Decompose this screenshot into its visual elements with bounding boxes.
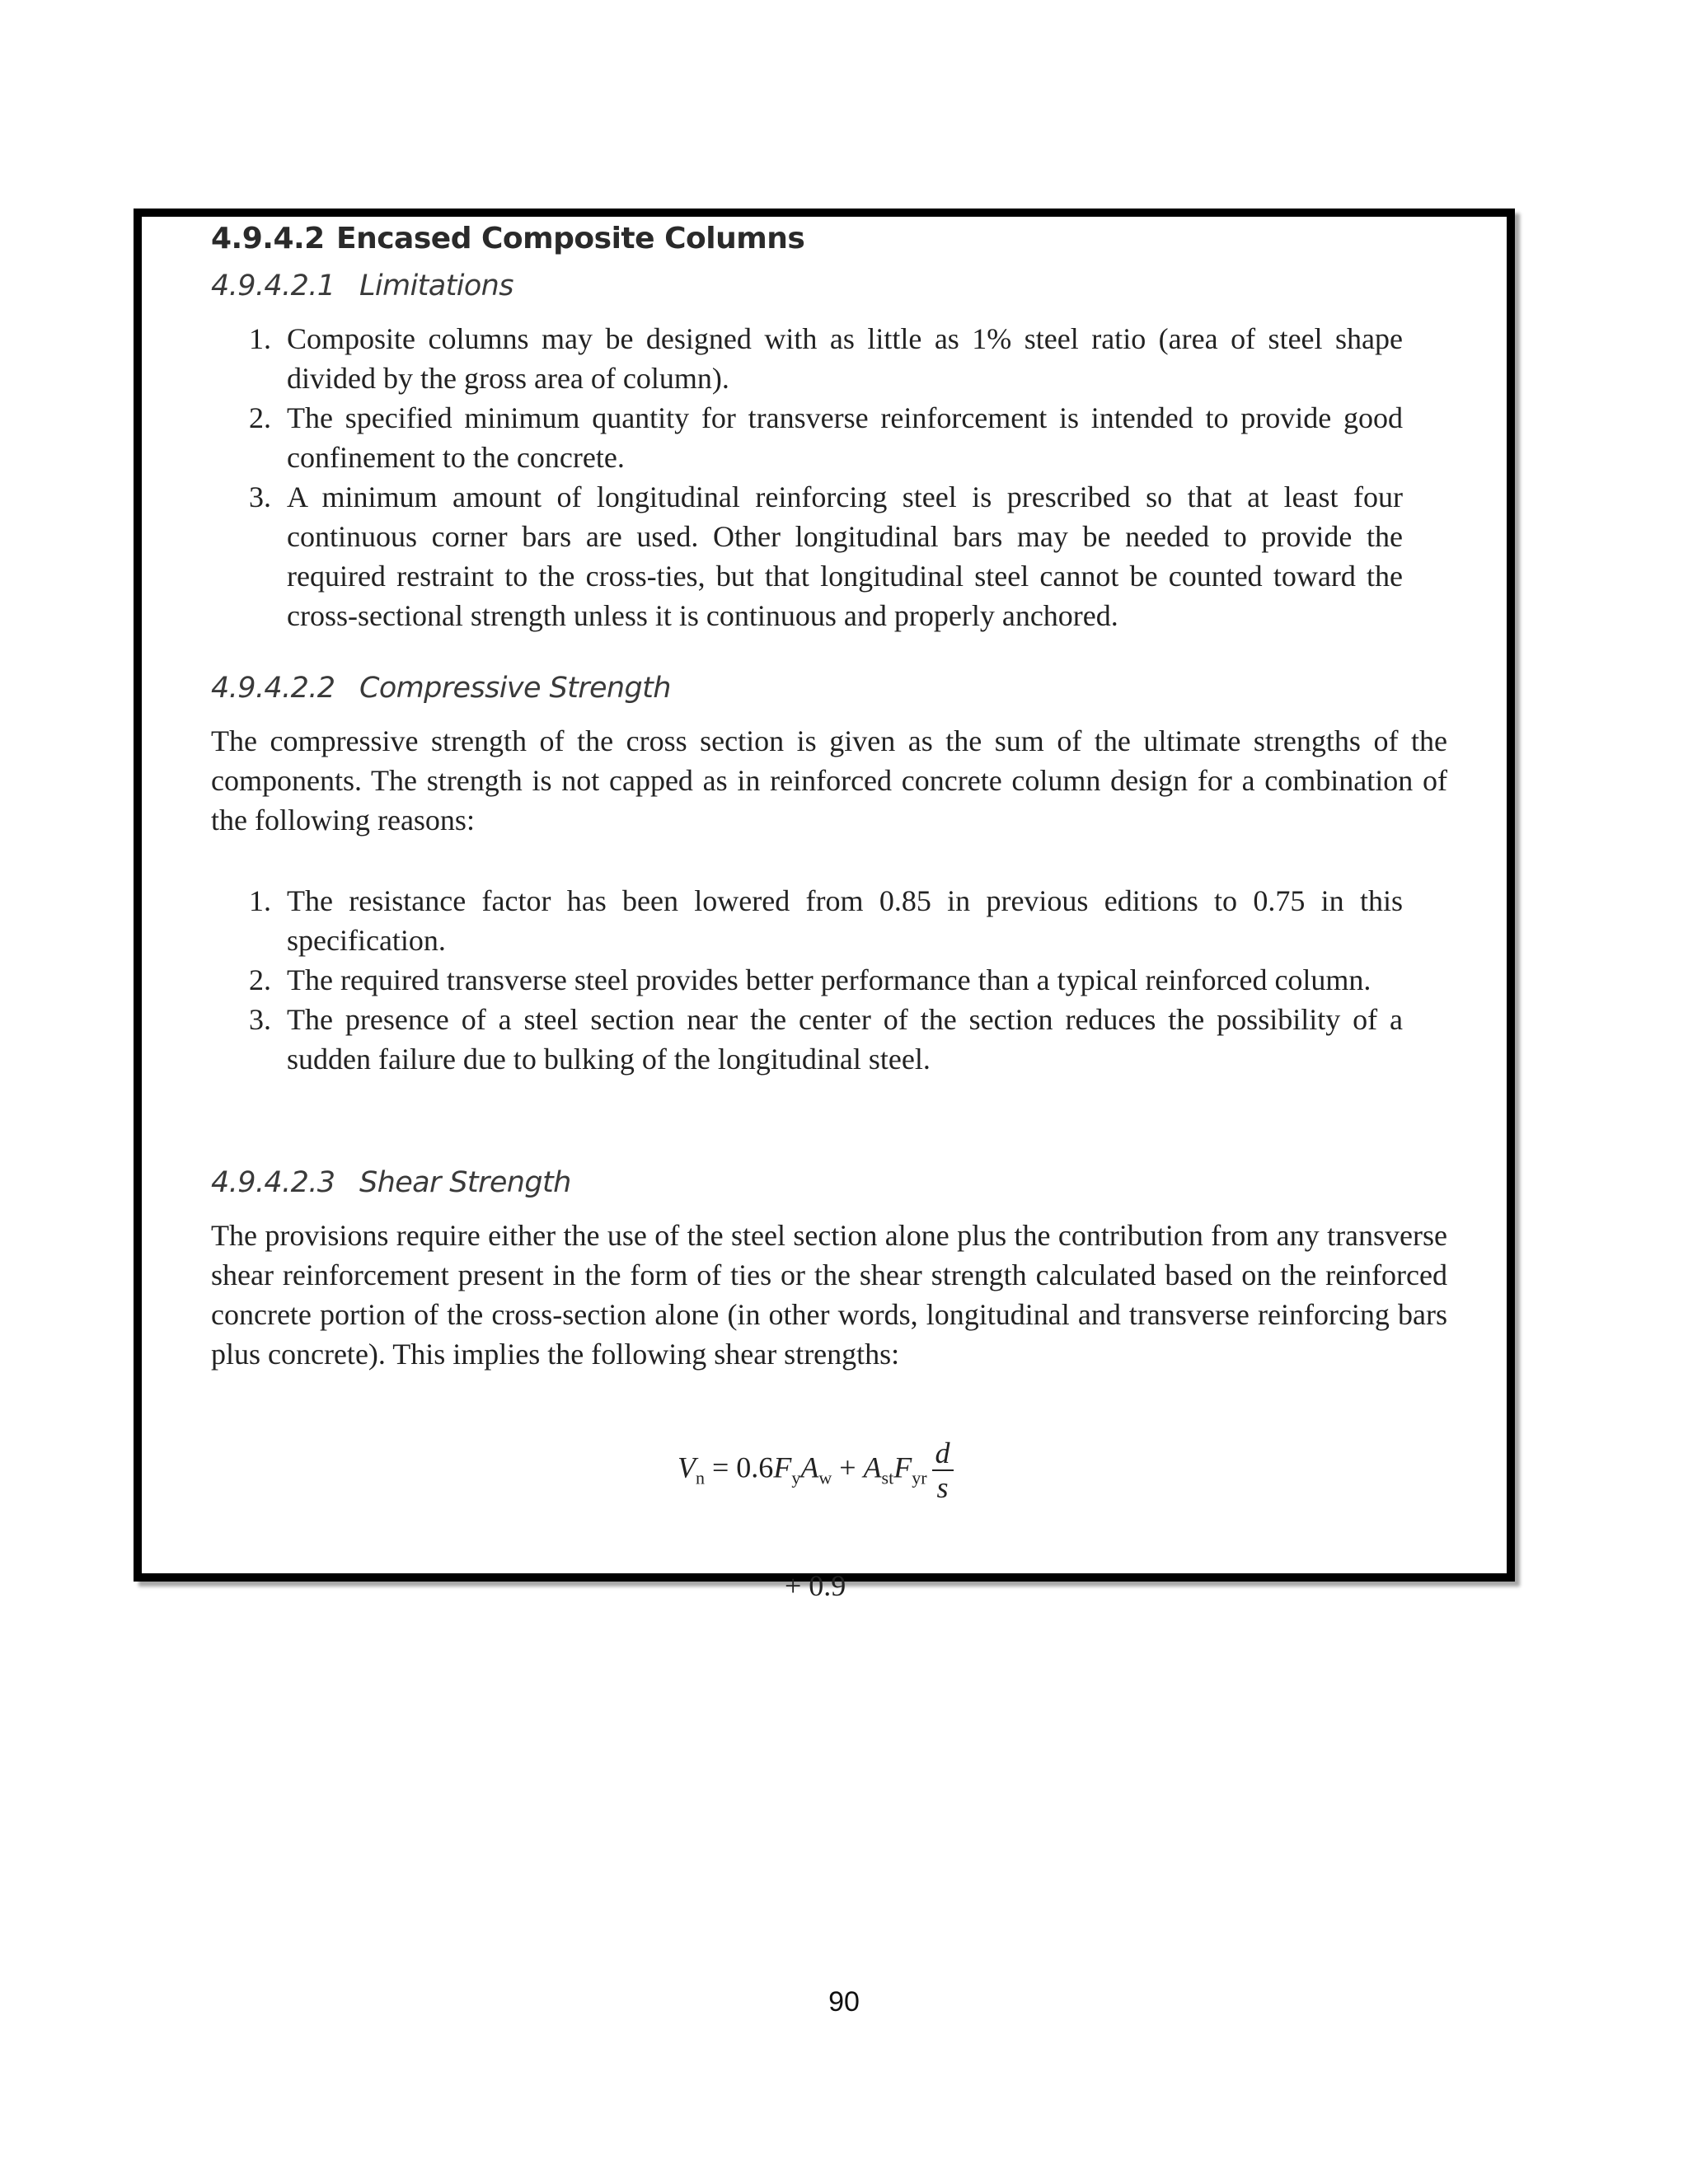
- limitations-title: Limitations: [359, 269, 513, 302]
- limitations-list: [249, 319, 1403, 635]
- compressive-number: 4.9.4.2.2: [211, 672, 335, 705]
- shear-heading: [211, 1166, 571, 1199]
- list-item: 1. Composite columns may be designed with as little as 1% steel ratio (area of steel shape divided by the gross area of column).: [249, 322, 1403, 395]
- equation-fraction: $\frac{d}{s}$: [932, 1436, 954, 1504]
- section-number: 4.9.4.2: [211, 222, 325, 255]
- section-heading: [211, 222, 804, 255]
- section-title: Encased Composite Columns: [336, 222, 805, 255]
- list-item: 2. The specified minimum quantity for transverse reinforcement is intended to provide good confinement to the concrete.: [249, 401, 1403, 474]
- shear-number: 4.9.4.2.3: [211, 1166, 335, 1199]
- list-item-text: The specified minimum quantity for transverse reinforcement is intended to provide good confinement to the concrete.: [287, 401, 1403, 474]
- list-item-text: Composite columns may be designed with as little as 1% steel ratio (area of steel shape divided by the gross area of column).: [287, 322, 1403, 395]
- list-item: 3. A minimum amount of longitudinal reinforcing steel is prescribed so that at least four continuous corner bars are used. Other longitudinal bars may be needed to provide the required restraint to the cross-ties, but that longitudinal steel cannot be counted toward the cross-sectional strength unless it is continuous and properly anchored.: [249, 480, 1403, 632]
- cutoff-equation-fragment: + 0.9: [785, 1569, 846, 1602]
- shear-title: Shear Strength: [359, 1166, 571, 1199]
- list-item: 3. The presence of a steel section near the center of the section reduces the possibility of a sudden failure due to bulking of the longitudinal steel.: [249, 1003, 1403, 1076]
- compressive-heading: [211, 672, 671, 705]
- list-item: 2. The required transverse steel provides better performance than a typical reinforced column.: [249, 963, 1372, 996]
- compressive-list: [249, 881, 1403, 1079]
- compressive-paragraph: The compressive strength of the cross section is given as the sum of the ultimate strengths of the components. The strength is not capped as in reinforced concrete column design for a combination of the following reasons:: [211, 724, 1447, 837]
- compressive-title: Compressive Strength: [359, 672, 671, 705]
- list-item-text: The presence of a steel section near the center of the section reduces the possibility of a sudden failure due to bulking of the longitudinal steel.: [287, 1003, 1403, 1076]
- document-excerpt-frame: [134, 209, 1515, 1602]
- list-item-text: The required transverse steel provides better performance than a typical reinforced column.: [287, 963, 1372, 996]
- shear-equation: $V_n = 0.6F_yA_w + A_{st}F_{yr}$ $\frac{d}{s}$: [678, 1436, 954, 1504]
- limitations-heading: [211, 269, 513, 302]
- list-item-text: The resistance factor has been lowered from 0.85 in previous editions to 0.75 in this specification.: [287, 884, 1403, 957]
- limitations-number: 4.9.4.2.1: [211, 269, 335, 302]
- page-number: 90: [828, 1986, 860, 2018]
- list-item-text: A minimum amount of longitudinal reinforcing steel is prescribed so that at least four continuous corner bars are used. Other longitudinal bars may be needed to provide the required restraint to the cross-ties, but that longitudinal steel cannot be counted toward the cross-sectional strength unless it is continuous and properly anchored.: [287, 480, 1403, 632]
- list-item: 1. The resistance factor has been lowered from 0.85 in previous editions to 0.75 in this specification.: [249, 884, 1403, 957]
- shear-paragraph: The provisions require either the use of the steel section alone plus the contribution from any transverse shear reinforcement present in the form of ties or the shear strength calculated based on the reinforced concrete portion of the cross-section alone (in other words, longitudinal and transverse reinforcing bars plus concrete). This implies the following shear strengths:: [211, 1219, 1447, 1371]
